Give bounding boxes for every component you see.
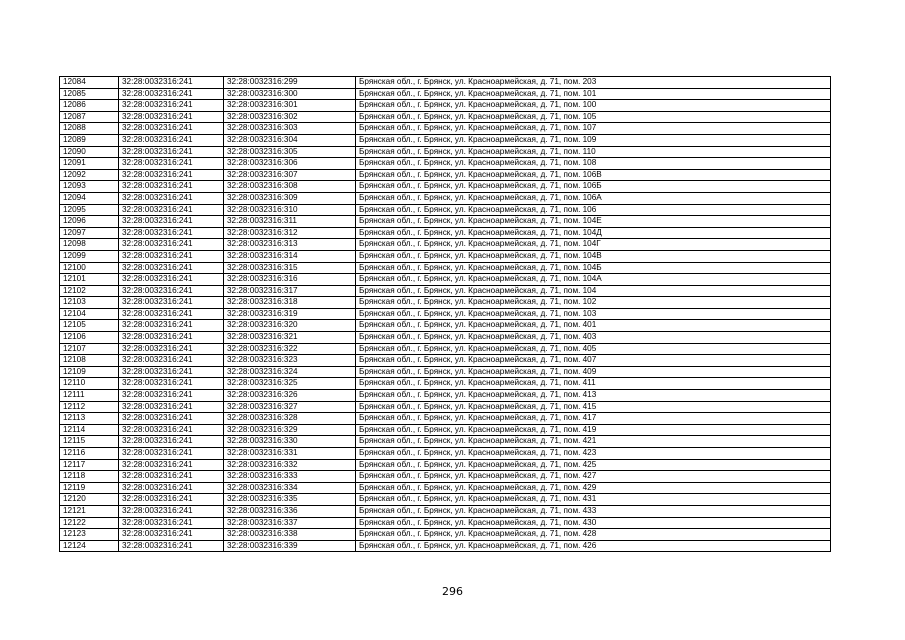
address-cell: Брянская обл., г. Брянск, ул. Красноармейская, д. 71, пом. 403 [356,332,831,344]
table-row [60,250,831,262]
row-number-cell: 12111 [60,390,119,402]
parent-cadastral-number-cell: 32:28:0032316:241 [119,181,224,193]
table-row [60,192,831,204]
address-cell: Брянская обл., г. Брянск, ул. Красноармейская, д. 71, пом. 428 [356,529,831,541]
parent-cadastral-number-cell: 32:28:0032316:241 [119,517,224,529]
parent-cadastral-number-cell: 32:28:0032316:241 [119,227,224,239]
table-row [60,77,831,89]
table-row [60,227,831,239]
cadastral-number-cell: 32:28:0032316:299 [224,77,356,89]
parent-cadastral-number-cell: 32:28:0032316:241 [119,100,224,112]
cadastral-number-cell: 32:28:0032316:305 [224,146,356,158]
table-row [60,378,831,390]
parent-cadastral-number-cell: 32:28:0032316:241 [119,297,224,309]
row-number-cell: 12085 [60,88,119,100]
cadastral-number-cell: 32:28:0032316:338 [224,529,356,541]
cadastral-number-cell: 32:28:0032316:302 [224,111,356,123]
parent-cadastral-number-cell: 32:28:0032316:241 [119,378,224,390]
table-row [60,88,831,100]
address-cell: Брянская обл., г. Брянск, ул. Красноармейская, д. 71, пом. 106Б [356,181,831,193]
cadastral-number-cell: 32:28:0032316:310 [224,204,356,216]
address-cell: Брянская обл., г. Брянск, ул. Красноармейская, д. 71, пом. 415 [356,401,831,413]
row-number-cell: 12122 [60,517,119,529]
table-row [60,459,831,471]
address-cell: Брянская обл., г. Брянск, ул. Красноармейская, д. 71, пом. 407 [356,355,831,367]
cadastral-number-cell: 32:28:0032316:335 [224,494,356,506]
address-cell: Брянская обл., г. Брянск, ул. Красноармейская, д. 71, пом. 427 [356,471,831,483]
parent-cadastral-number-cell: 32:28:0032316:241 [119,390,224,402]
table-row [60,262,831,274]
cadastral-number-cell: 32:28:0032316:317 [224,285,356,297]
table-row [60,308,831,320]
row-number-cell: 12105 [60,320,119,332]
address-cell: Брянская обл., г. Брянск, ул. Красноармейская, д. 71, пом. 103 [356,308,831,320]
address-cell: Брянская обл., г. Брянск, ул. Красноармейская, д. 71, пом. 430 [356,517,831,529]
row-number-cell: 12118 [60,471,119,483]
address-cell: Брянская обл., г. Брянск, ул. Красноармейская, д. 71, пом. 425 [356,459,831,471]
cadastral-number-cell: 32:28:0032316:331 [224,448,356,460]
row-number-cell: 12121 [60,505,119,517]
parent-cadastral-number-cell: 32:28:0032316:241 [119,216,224,228]
cadastral-number-cell: 32:28:0032316:313 [224,239,356,251]
table-row [60,343,831,355]
parent-cadastral-number-cell: 32:28:0032316:241 [119,482,224,494]
row-number-cell: 12116 [60,448,119,460]
cadastral-number-cell: 32:28:0032316:325 [224,378,356,390]
row-number-cell: 12100 [60,262,119,274]
row-number-cell: 12084 [60,77,119,89]
address-cell: Брянская обл., г. Брянск, ул. Красноармейская, д. 71, пом. 413 [356,390,831,402]
row-number-cell: 12088 [60,123,119,135]
cadastral-number-cell: 32:28:0032316:339 [224,540,356,552]
table-row [60,285,831,297]
row-number-cell: 12098 [60,239,119,251]
row-number-cell: 12120 [60,494,119,506]
row-number-cell: 12097 [60,227,119,239]
cadastral-number-cell: 32:28:0032316:311 [224,216,356,228]
row-number-cell: 12094 [60,192,119,204]
parent-cadastral-number-cell: 32:28:0032316:241 [119,308,224,320]
table-row [60,401,831,413]
row-number-cell: 12113 [60,413,119,425]
parent-cadastral-number-cell: 32:28:0032316:241 [119,529,224,541]
row-number-cell: 12096 [60,216,119,228]
table-row [60,239,831,251]
parent-cadastral-number-cell: 32:28:0032316:241 [119,320,224,332]
parent-cadastral-number-cell: 32:28:0032316:241 [119,436,224,448]
row-number-cell: 12102 [60,285,119,297]
row-number-cell: 12089 [60,134,119,146]
address-cell: Брянская обл., г. Брянск, ул. Красноармейская, д. 71, пом. 106А [356,192,831,204]
cadastral-number-cell: 32:28:0032316:318 [224,297,356,309]
parent-cadastral-number-cell: 32:28:0032316:241 [119,192,224,204]
row-number-cell: 12101 [60,274,119,286]
table-row [60,517,831,529]
row-number-cell: 12092 [60,169,119,181]
cadastral-number-cell: 32:28:0032316:333 [224,471,356,483]
parent-cadastral-number-cell: 32:28:0032316:241 [119,77,224,89]
cadastral-number-cell: 32:28:0032316:328 [224,413,356,425]
address-cell: Брянская обл., г. Брянск, ул. Красноармейская, д. 71, пом. 419 [356,424,831,436]
cadastral-number-cell: 32:28:0032316:322 [224,343,356,355]
cadastral-number-cell: 32:28:0032316:329 [224,424,356,436]
cadastral-number-cell: 32:28:0032316:326 [224,390,356,402]
cadastral-number-cell: 32:28:0032316:309 [224,192,356,204]
row-number-cell: 12090 [60,146,119,158]
cadastral-number-cell: 32:28:0032316:308 [224,181,356,193]
table-row [60,505,831,517]
parent-cadastral-number-cell: 32:28:0032316:241 [119,262,224,274]
parent-cadastral-number-cell: 32:28:0032316:241 [119,471,224,483]
parent-cadastral-number-cell: 32:28:0032316:241 [119,332,224,344]
parent-cadastral-number-cell: 32:28:0032316:241 [119,274,224,286]
table-row [60,424,831,436]
parent-cadastral-number-cell: 32:28:0032316:241 [119,250,224,262]
row-number-cell: 12099 [60,250,119,262]
address-cell: Брянская обл., г. Брянск, ул. Красноармейская, д. 71, пом. 105 [356,111,831,123]
address-cell: Брянская обл., г. Брянск, ул. Красноармейская, д. 71, пом. 401 [356,320,831,332]
address-cell: Брянская обл., г. Брянск, ул. Красноармейская, д. 71, пом. 409 [356,366,831,378]
address-cell: Брянская обл., г. Брянск, ул. Красноармейская, д. 71, пом. 109 [356,134,831,146]
row-number-cell: 12095 [60,204,119,216]
cadastral-number-cell: 32:28:0032316:320 [224,320,356,332]
table-row [60,332,831,344]
table-row [60,134,831,146]
parent-cadastral-number-cell: 32:28:0032316:241 [119,540,224,552]
cadastral-number-cell: 32:28:0032316:334 [224,482,356,494]
parent-cadastral-number-cell: 32:28:0032316:241 [119,146,224,158]
cadastral-number-cell: 32:28:0032316:332 [224,459,356,471]
row-number-cell: 12109 [60,366,119,378]
cadastral-number-cell: 32:28:0032316:319 [224,308,356,320]
table-row [60,482,831,494]
parent-cadastral-number-cell: 32:28:0032316:241 [119,494,224,506]
address-cell: Брянская обл., г. Брянск, ул. Красноармейская, д. 71, пом. 104Б [356,262,831,274]
table-row [60,320,831,332]
cadastral-number-cell: 32:28:0032316:315 [224,262,356,274]
cadastral-number-cell: 32:28:0032316:301 [224,100,356,112]
table-row [60,529,831,541]
table-body [60,77,831,552]
row-number-cell: 12114 [60,424,119,436]
table-row [60,216,831,228]
parent-cadastral-number-cell: 32:28:0032316:241 [119,448,224,460]
table-row [60,204,831,216]
cadastral-number-cell: 32:28:0032316:316 [224,274,356,286]
address-cell: Брянская обл., г. Брянск, ул. Красноармейская, д. 71, пом. 101 [356,88,831,100]
row-number-cell: 12106 [60,332,119,344]
cadastral-number-cell: 32:28:0032316:327 [224,401,356,413]
address-cell: Брянская обл., г. Брянск, ул. Красноармейская, д. 71, пом. 106 [356,204,831,216]
address-cell: Брянская обл., г. Брянск, ул. Красноармейская, д. 71, пом. 102 [356,297,831,309]
table-row [60,540,831,552]
address-cell: Брянская обл., г. Брянск, ул. Красноармейская, д. 71, пом. 104В [356,250,831,262]
cadastral-number-cell: 32:28:0032316:303 [224,123,356,135]
parent-cadastral-number-cell: 32:28:0032316:241 [119,123,224,135]
table-row [60,274,831,286]
cadastral-number-cell: 32:28:0032316:330 [224,436,356,448]
row-number-cell: 12112 [60,401,119,413]
parent-cadastral-number-cell: 32:28:0032316:241 [119,111,224,123]
parent-cadastral-number-cell: 32:28:0032316:241 [119,343,224,355]
table-row [60,158,831,170]
row-number-cell: 12086 [60,100,119,112]
cadastral-register-table [59,76,831,552]
address-cell: Брянская обл., г. Брянск, ул. Красноармейская, д. 71, пом. 411 [356,378,831,390]
address-cell: Брянская обл., г. Брянск, ул. Красноармейская, д. 71, пом. 405 [356,343,831,355]
address-cell: Брянская обл., г. Брянск, ул. Красноармейская, д. 71, пом. 104А [356,274,831,286]
address-cell: Брянская обл., г. Брянск, ул. Красноармейская, д. 71, пом. 107 [356,123,831,135]
table-row [60,366,831,378]
table-row [60,390,831,402]
row-number-cell: 12124 [60,540,119,552]
cadastral-number-cell: 32:28:0032316:324 [224,366,356,378]
parent-cadastral-number-cell: 32:28:0032316:241 [119,505,224,517]
row-number-cell: 12119 [60,482,119,494]
parent-cadastral-number-cell: 32:28:0032316:241 [119,401,224,413]
table-row [60,436,831,448]
address-cell: Брянская обл., г. Брянск, ул. Красноармейская, д. 71, пом. 429 [356,482,831,494]
cadastral-number-cell: 32:28:0032316:304 [224,134,356,146]
address-cell: Брянская обл., г. Брянск, ул. Красноармейская, д. 71, пом. 426 [356,540,831,552]
cadastral-number-cell: 32:28:0032316:323 [224,355,356,367]
cadastral-number-cell: 32:28:0032316:300 [224,88,356,100]
table-row [60,146,831,158]
row-number-cell: 12115 [60,436,119,448]
parent-cadastral-number-cell: 32:28:0032316:241 [119,459,224,471]
address-cell: Брянская обл., г. Брянск, ул. Красноармейская, д. 71, пом. 433 [356,505,831,517]
parent-cadastral-number-cell: 32:28:0032316:241 [119,413,224,425]
address-cell: Брянская обл., г. Брянск, ул. Красноармейская, д. 71, пом. 108 [356,158,831,170]
row-number-cell: 12108 [60,355,119,367]
parent-cadastral-number-cell: 32:28:0032316:241 [119,285,224,297]
table-row [60,471,831,483]
address-cell: Брянская обл., г. Брянск, ул. Красноармейская, д. 71, пом. 110 [356,146,831,158]
table-row [60,297,831,309]
parent-cadastral-number-cell: 32:28:0032316:241 [119,366,224,378]
cadastral-number-cell: 32:28:0032316:306 [224,158,356,170]
table-row [60,494,831,506]
address-cell: Брянская обл., г. Брянск, ул. Красноармейская, д. 71, пом. 417 [356,413,831,425]
table-row [60,355,831,367]
parent-cadastral-number-cell: 32:28:0032316:241 [119,158,224,170]
cadastral-number-cell: 32:28:0032316:307 [224,169,356,181]
row-number-cell: 12110 [60,378,119,390]
table-row [60,111,831,123]
address-cell: Брянская обл., г. Брянск, ул. Красноармейская, д. 71, пом. 100 [356,100,831,112]
table-row [60,181,831,193]
page-number: 296 [442,585,463,598]
table-row [60,123,831,135]
parent-cadastral-number-cell: 32:28:0032316:241 [119,355,224,367]
parent-cadastral-number-cell: 32:28:0032316:241 [119,239,224,251]
address-cell: Брянская обл., г. Брянск, ул. Красноармейская, д. 71, пом. 104Е [356,216,831,228]
address-cell: Брянская обл., г. Брянск, ул. Красноармейская, д. 71, пом. 421 [356,436,831,448]
address-cell: Брянская обл., г. Брянск, ул. Красноармейская, д. 71, пом. 431 [356,494,831,506]
row-number-cell: 12104 [60,308,119,320]
table-row [60,100,831,112]
row-number-cell: 12103 [60,297,119,309]
cadastral-number-cell: 32:28:0032316:314 [224,250,356,262]
row-number-cell: 12107 [60,343,119,355]
row-number-cell: 12087 [60,111,119,123]
address-cell: Брянская обл., г. Брянск, ул. Красноармейская, д. 71, пом. 104Д [356,227,831,239]
address-cell: Брянская обл., г. Брянск, ул. Красноармейская, д. 71, пом. 423 [356,448,831,460]
row-number-cell: 12091 [60,158,119,170]
parent-cadastral-number-cell: 32:28:0032316:241 [119,169,224,181]
row-number-cell: 12093 [60,181,119,193]
cadastral-number-cell: 32:28:0032316:337 [224,517,356,529]
table-row [60,413,831,425]
address-cell: Брянская обл., г. Брянск, ул. Красноармейская, д. 71, пом. 203 [356,77,831,89]
row-number-cell: 12123 [60,529,119,541]
address-cell: Брянская обл., г. Брянск, ул. Красноармейская, д. 71, пом. 106В [356,169,831,181]
parent-cadastral-number-cell: 32:28:0032316:241 [119,204,224,216]
table-row [60,448,831,460]
parent-cadastral-number-cell: 32:28:0032316:241 [119,134,224,146]
address-cell: Брянская обл., г. Брянск, ул. Красноармейская, д. 71, пом. 104 [356,285,831,297]
parent-cadastral-number-cell: 32:28:0032316:241 [119,424,224,436]
cadastral-number-cell: 32:28:0032316:336 [224,505,356,517]
address-cell: Брянская обл., г. Брянск, ул. Красноармейская, д. 71, пом. 104Г [356,239,831,251]
table-row [60,169,831,181]
cadastral-number-cell: 32:28:0032316:312 [224,227,356,239]
parent-cadastral-number-cell: 32:28:0032316:241 [119,88,224,100]
cadastral-number-cell: 32:28:0032316:321 [224,332,356,344]
row-number-cell: 12117 [60,459,119,471]
